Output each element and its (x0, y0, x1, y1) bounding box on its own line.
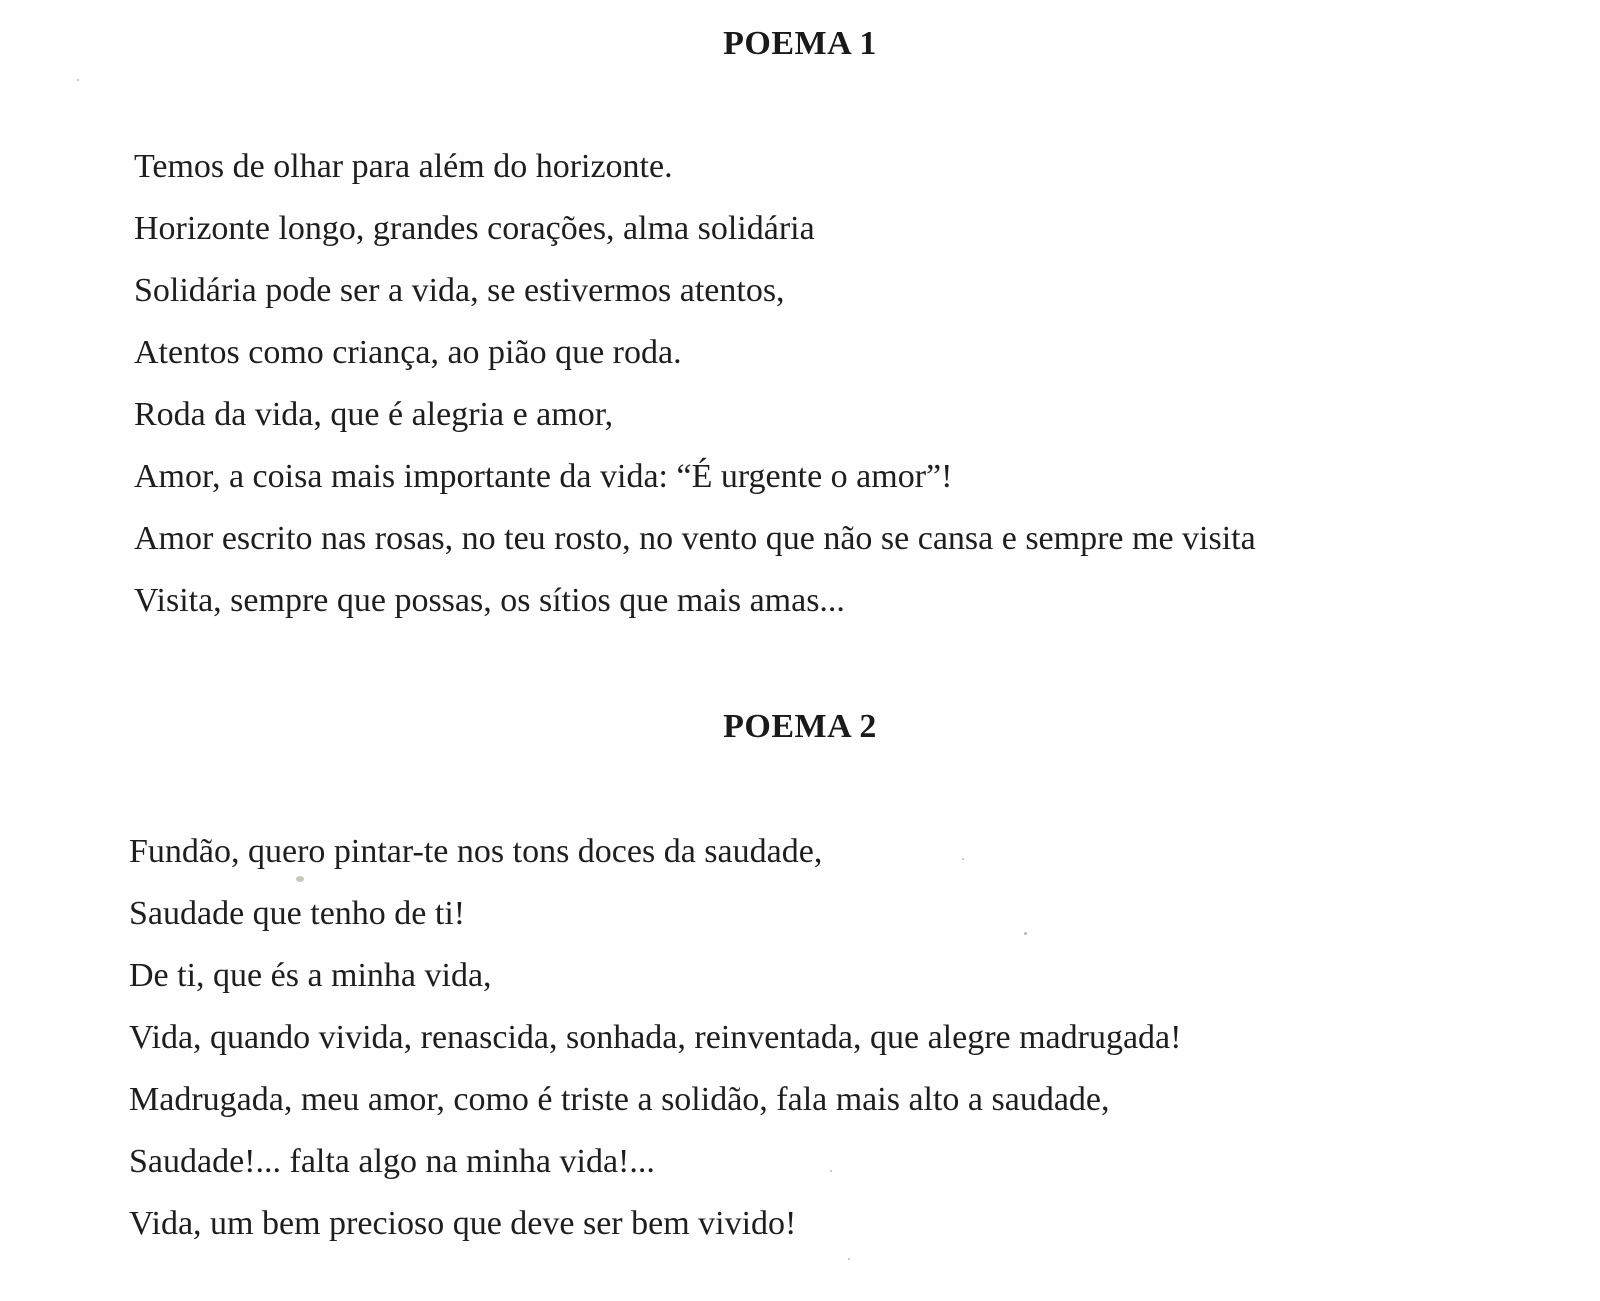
poem-1-verse: Visita, sempre que possas, os sítios que mais amas... (134, 582, 845, 619)
poem-1-title: POEMA 1 (723, 25, 877, 62)
poem-2-verse: Vida, um bem precioso que deve ser bem vivido! (129, 1205, 797, 1242)
poem-1-verse: Atentos como criança, ao pião que roda. (134, 334, 682, 371)
scan-speck (962, 858, 964, 860)
poem-2-verse: Fundão, quero pintar-te nos tons doces da saudade, (129, 833, 823, 870)
poem-1-verse: Temos de olhar para além do horizonte. (134, 148, 673, 185)
poem-2-verse: Madrugada, meu amor, como é triste a solidão, fala mais alto a saudade, (129, 1081, 1110, 1118)
poem-2-verse: Saudade!... falta algo na minha vida!... (129, 1143, 655, 1180)
poem-1-verse: Horizonte longo, grandes corações, alma solidária (134, 210, 815, 247)
scan-speck (848, 1258, 850, 1260)
scan-speck (296, 876, 304, 882)
poem-2-title: POEMA 2 (723, 708, 877, 745)
scan-speck (77, 79, 79, 81)
poem-2-verse: Saudade que tenho de ti! (129, 895, 466, 932)
poem-2-verse: De ti, que és a minha vida, (129, 957, 492, 994)
scan-speck (1024, 932, 1027, 935)
poem-2-verse: Vida, quando vivida, renascida, sonhada, reinventada, que alegre madrugada! (129, 1019, 1182, 1056)
poem-1-verse: Roda da vida, que é alegria e amor, (134, 396, 614, 433)
poem-1-verse: Solidária pode ser a vida, se estivermos atentos, (134, 272, 785, 309)
poem-1-verse: Amor, a coisa mais importante da vida: “É urgente o amor”! (134, 458, 953, 495)
poem-1-verse: Amor escrito nas rosas, no teu rosto, no vento que não se cansa e sempre me visita (134, 520, 1256, 557)
poem-1-body (134, 136, 1256, 632)
scan-speck (830, 1170, 832, 1172)
poem-2-body (129, 821, 1181, 1255)
